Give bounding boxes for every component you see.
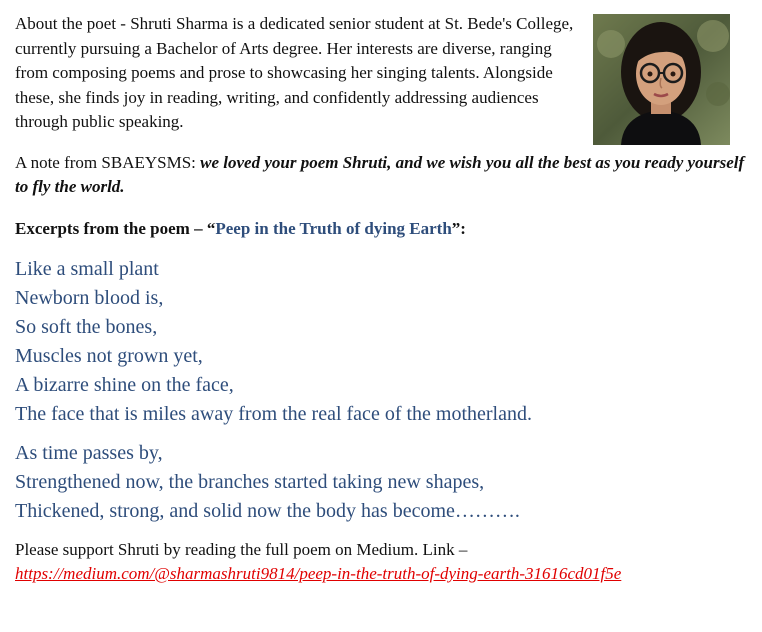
poem-line: So soft the bones, — [15, 315, 158, 338]
about-the-poet-text: About the poet - Shruti Sharma is a dedicated senior student at St. Bede's College, currently pursuing a Bachelor of Arts degree. Her interests are diverse, ranging from composing poems and prose to showcasing her singing talents. Alongside these, she finds joy in reading, writing, and confidently addressing audiences through public speaking. — [15, 14, 574, 131]
poem-line: Like a small plant — [15, 257, 159, 280]
poet-portrait-image — [593, 14, 730, 145]
poem-line: Strengthened now, the branches started taking new shapes, — [15, 470, 485, 493]
poem-line: As time passes by, — [15, 441, 163, 464]
medium-link[interactable]: https://medium.com/@sharmashruti9814/peep-in-the-truth-of-dying-earth-31616cd01f5e — [15, 564, 622, 583]
poem-line: A bizarre shine on the face, — [15, 373, 234, 396]
poem-line: Thickened, strong, and solid now the body has become………. — [15, 499, 520, 522]
poem-line: Muscles not grown yet, — [15, 344, 203, 367]
article — [15, 12, 755, 587]
support-text: Please support Shruti by reading the full poem on Medium. Link – — [15, 539, 468, 559]
note-from-sbaeysms — [15, 151, 755, 200]
poet-photo — [593, 14, 730, 145]
note-message: we loved your poem Shruti, and we wish you all the best as you ready yourself to fly the world. — [15, 152, 745, 196]
excerpts-prefix: Excerpts from the poem – “ — [15, 218, 216, 238]
poem-stanza-2 — [15, 439, 755, 526]
about-section — [15, 12, 755, 135]
support-paragraph — [15, 538, 755, 587]
excerpts-heading — [15, 217, 755, 241]
poem-line: The face that is miles away from the real face of the motherland. — [15, 402, 532, 425]
excerpts-suffix: ”: — [451, 218, 466, 238]
poem-line: Newborn blood is, — [15, 286, 164, 309]
note-prefix: A note from SBAEYSMS: — [15, 152, 201, 172]
poem-title: Peep in the Truth of dying Earth — [215, 218, 452, 238]
poem-stanza-1 — [15, 255, 755, 429]
